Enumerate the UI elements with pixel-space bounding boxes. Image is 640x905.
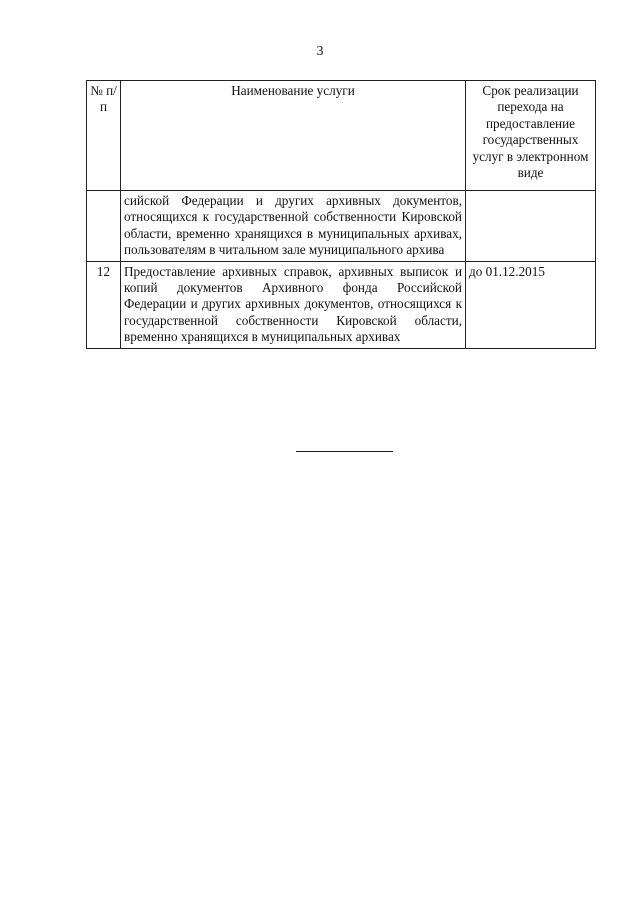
page-number: 3 bbox=[316, 44, 324, 59]
services-table bbox=[86, 80, 596, 349]
deadline bbox=[466, 191, 596, 262]
table-row bbox=[87, 191, 596, 262]
header-service-name: Наименование услуги bbox=[121, 81, 466, 191]
service-name: сийской Федерации и других архивных документов, относящихся к государственной собственности Кировской области, временно хранящихся в муниципальных архивах, пользователям в читальном зале муниципального архива bbox=[121, 191, 466, 262]
header-deadline: Срок реализации перехода на предоставление государственных услуг в электронном виде bbox=[466, 81, 596, 191]
table-row bbox=[87, 261, 596, 348]
end-divider bbox=[296, 451, 393, 452]
row-number bbox=[87, 191, 121, 262]
table-header-row bbox=[87, 81, 596, 191]
row-number: 12 bbox=[87, 261, 121, 348]
deadline: до 01.12.2015 bbox=[466, 261, 596, 348]
service-name: Предоставление архивных справок, архивных выписок и копий документов Архивного фонда Российской Федерации и других архивных документов, относящихся к государственной собственности Кировской области, временно хранящихся в муниципальных архивах bbox=[121, 261, 466, 348]
header-number: № п/п bbox=[87, 81, 121, 191]
